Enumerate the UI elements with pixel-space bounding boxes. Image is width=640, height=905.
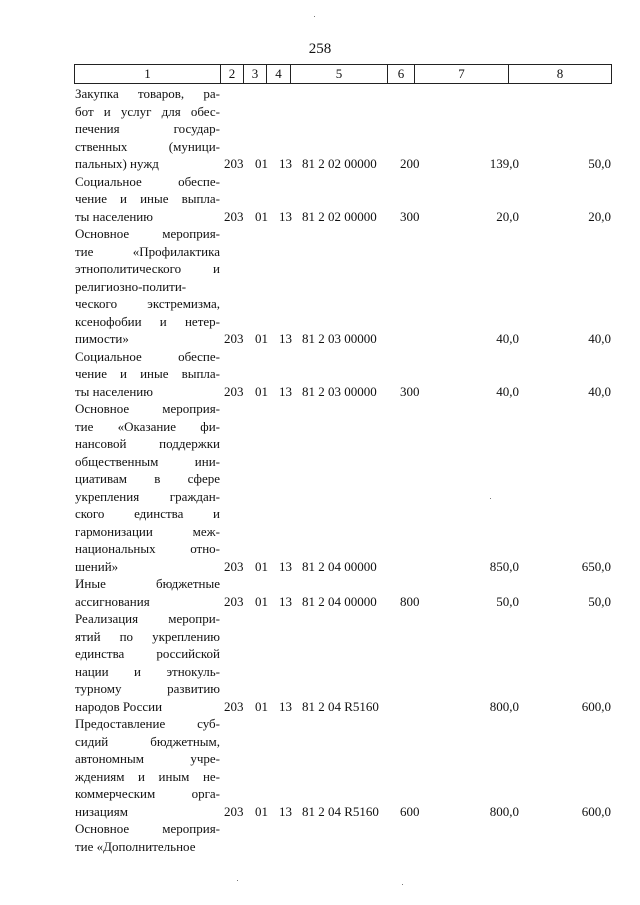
amount-col-8: 40,0 xyxy=(588,331,611,346)
description-line: турному развитию xyxy=(75,681,220,696)
amount-col-7: 40,0 xyxy=(496,383,519,399)
table-row xyxy=(0,400,640,575)
header-col-6: 6 xyxy=(388,65,415,84)
amount-col-7: 40,0 xyxy=(496,331,519,346)
code-col-4: 13 xyxy=(279,383,292,399)
header-row xyxy=(75,65,612,84)
code-col-3: 01 xyxy=(255,156,268,171)
description-line: Социальное обеспе- xyxy=(75,348,220,364)
description-line: бот и услуг для обес- xyxy=(75,103,220,119)
amount-col-8: 600,0 xyxy=(581,803,611,819)
amount-col-7: 139,0 xyxy=(489,156,519,171)
code-col-3: 01 xyxy=(255,803,268,819)
description-line: ческого экстремизма, xyxy=(75,296,220,311)
table-row xyxy=(0,85,640,173)
description-line: ственных (муници- xyxy=(75,138,220,154)
row-values xyxy=(0,838,640,856)
header-col-1: 1 xyxy=(75,65,221,84)
description-line: тие «Оказание фи- xyxy=(75,418,220,434)
amount-col-8: 20,0 xyxy=(588,208,611,224)
description-line: Основное мероприя- xyxy=(75,226,220,241)
description-line: тие «Дополнительное xyxy=(75,838,196,854)
description-line: ассигнования xyxy=(75,593,150,609)
code-col-3: 01 xyxy=(255,208,268,224)
description-line: Иные бюджетные xyxy=(75,576,220,591)
amount-col-7: 800,0 xyxy=(489,698,519,714)
scan-speck xyxy=(490,498,491,499)
code-col-3: 01 xyxy=(255,593,268,609)
row-values xyxy=(0,803,640,821)
scan-speck xyxy=(314,16,315,17)
code-col-4: 13 xyxy=(279,803,292,819)
table-row xyxy=(0,610,640,715)
row-values xyxy=(0,155,640,173)
header-col-8: 8 xyxy=(509,65,612,84)
code-col-5: 81 2 04 R5160 xyxy=(302,803,379,819)
description-line: нации и этнокуль- xyxy=(75,663,220,679)
description-line: тие «Профилактика xyxy=(75,243,220,259)
code-col-4: 13 xyxy=(279,208,292,224)
page-number: 258 xyxy=(308,41,332,57)
budget-rows xyxy=(0,85,640,855)
amount-col-7: 800,0 xyxy=(489,803,519,819)
code-col-5: 81 2 04 R5160 xyxy=(302,698,379,714)
code-col-4: 13 xyxy=(279,593,292,609)
code-col-3: 01 xyxy=(255,383,268,399)
description-line: печения государ- xyxy=(75,121,220,136)
code-col-6: 300 xyxy=(400,208,420,224)
description-line: единства российской xyxy=(75,646,220,661)
table-row xyxy=(0,715,640,820)
description-line: низациям xyxy=(75,803,128,819)
header-col-7: 7 xyxy=(415,65,509,84)
description-line: ты населению xyxy=(75,208,153,224)
description-line: ского единства и xyxy=(75,506,220,521)
code-col-2: 203 xyxy=(224,383,244,399)
code-col-2: 203 xyxy=(224,208,244,224)
amount-col-8: 50,0 xyxy=(588,593,611,609)
code-col-5: 81 2 02 00000 xyxy=(302,156,377,171)
column-header-table xyxy=(74,64,612,84)
description-line: нансовой поддержки xyxy=(75,436,220,451)
code-col-5: 81 2 04 00000 xyxy=(302,593,377,609)
code-col-6: 800 xyxy=(400,593,420,609)
table-row xyxy=(0,575,640,610)
description-line: автономным учре- xyxy=(75,751,220,766)
table-row xyxy=(0,820,640,855)
description-line: общественным ини- xyxy=(75,453,220,469)
description-line: Закупка товаров, ра- xyxy=(75,86,220,101)
table-row xyxy=(0,348,640,401)
row-values xyxy=(0,330,640,348)
code-col-2: 203 xyxy=(224,803,244,819)
description-line: циативам в сфере xyxy=(75,471,220,486)
amount-col-8: 600,0 xyxy=(581,698,611,714)
row-values xyxy=(0,208,640,226)
description-line: народов России xyxy=(75,698,163,714)
description-line: ксенофобии и нетер- xyxy=(75,313,220,329)
header-col-4: 4 xyxy=(267,65,291,84)
amount-col-8: 40,0 xyxy=(588,383,611,399)
description-line: гармонизации меж- xyxy=(75,523,220,539)
header-col-5: 5 xyxy=(291,65,388,84)
amount-col-7: 20,0 xyxy=(496,208,519,224)
description-line: Основное мероприя- xyxy=(75,821,220,836)
code-col-5: 81 2 04 00000 xyxy=(302,558,377,574)
description-line: коммерческим орга- xyxy=(75,786,220,801)
code-col-2: 203 xyxy=(224,698,244,714)
description-line: Социальное обеспе- xyxy=(75,173,220,189)
code-col-6: 600 xyxy=(400,803,420,819)
table-row xyxy=(0,173,640,226)
scan-speck xyxy=(402,884,403,885)
description-line: пимости» xyxy=(75,331,129,346)
header-col-2: 2 xyxy=(221,65,244,84)
description-line: религиозно-полити- xyxy=(75,278,187,294)
description-line: шений» xyxy=(75,558,119,574)
amount-col-7: 50,0 xyxy=(496,593,519,609)
code-col-5: 81 2 03 00000 xyxy=(302,383,377,399)
description-line: сидий бюджетным, xyxy=(75,733,220,749)
code-col-5: 81 2 02 00000 xyxy=(302,208,377,224)
code-col-2: 203 xyxy=(224,331,244,346)
row-values xyxy=(0,558,640,576)
amount-col-8: 650,0 xyxy=(581,558,611,574)
code-col-3: 01 xyxy=(255,331,268,346)
description-line: национальных отно- xyxy=(75,541,220,556)
description-line: чение и иные выпла- xyxy=(75,191,220,206)
code-col-3: 01 xyxy=(255,698,268,714)
code-col-6: 200 xyxy=(400,156,420,171)
description-line: Реализация меропри- xyxy=(75,611,220,626)
code-col-4: 13 xyxy=(279,558,292,574)
row-values xyxy=(0,698,640,716)
code-col-2: 203 xyxy=(224,558,244,574)
code-col-2: 203 xyxy=(224,593,244,609)
amount-col-7: 850,0 xyxy=(489,558,519,574)
header-col-3: 3 xyxy=(244,65,267,84)
code-col-5: 81 2 03 00000 xyxy=(302,331,377,346)
description-line: Основное мероприя- xyxy=(75,401,220,416)
code-col-4: 13 xyxy=(279,698,292,714)
description-line: ждениям и иным не- xyxy=(75,768,220,784)
description-line: Предоставление суб- xyxy=(75,716,220,731)
row-values xyxy=(0,593,640,611)
description-line: ты населению xyxy=(75,383,153,399)
row-values xyxy=(0,383,640,401)
code-col-3: 01 xyxy=(255,558,268,574)
code-col-2: 203 xyxy=(224,156,244,171)
row-description xyxy=(75,400,220,575)
code-col-4: 13 xyxy=(279,156,292,171)
description-line: пальных) нужд xyxy=(75,156,159,171)
scan-speck xyxy=(237,880,238,881)
description-line: укрепления граждан- xyxy=(75,488,220,504)
code-col-6: 300 xyxy=(400,383,420,399)
amount-col-8: 50,0 xyxy=(588,156,611,171)
table-row xyxy=(0,225,640,348)
description-line: ятий по укреплению xyxy=(75,628,220,644)
code-col-4: 13 xyxy=(279,331,292,346)
description-line: этнополитического и xyxy=(75,261,220,276)
description-line: чение и иные выпла- xyxy=(75,366,220,381)
